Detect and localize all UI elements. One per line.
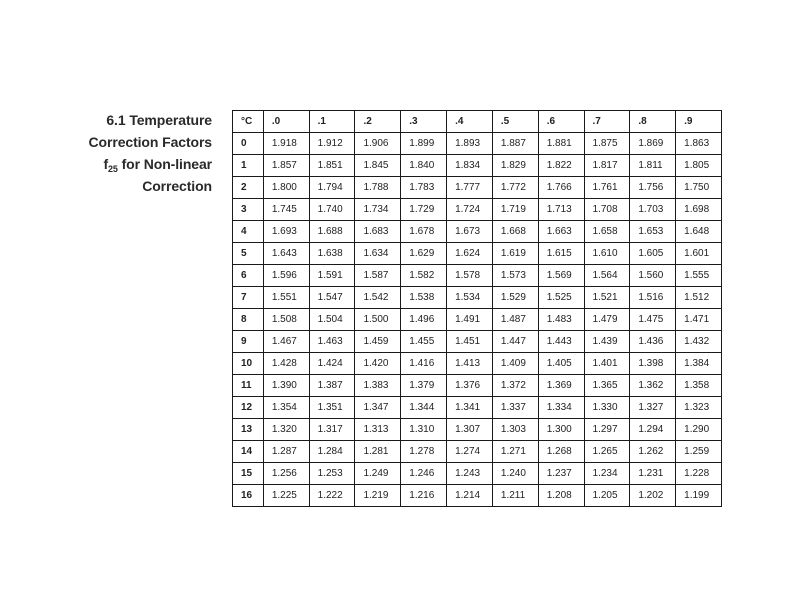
table-row (233, 331, 722, 353)
factor-cell: 1.487 (492, 309, 538, 331)
factor-cell: 1.313 (355, 419, 401, 441)
factor-cell: 1.729 (401, 199, 447, 221)
table-row (233, 133, 722, 155)
factor-cell: 1.228 (676, 463, 722, 485)
factor-cell: 1.745 (263, 199, 309, 221)
factor-cell: 1.578 (447, 265, 493, 287)
header-cell-decimal: .8 (630, 111, 676, 133)
factor-cell: 1.525 (538, 287, 584, 309)
factor-cell: 1.234 (584, 463, 630, 485)
table-row (233, 485, 722, 507)
factor-cell: 1.347 (355, 397, 401, 419)
factor-cell: 1.560 (630, 265, 676, 287)
factor-cell: 1.869 (630, 133, 676, 155)
factor-cell: 1.330 (584, 397, 630, 419)
table-row (233, 265, 722, 287)
factor-cell: 1.899 (401, 133, 447, 155)
row-temperature-cell: 14 (233, 441, 264, 463)
factor-cell: 1.648 (676, 221, 722, 243)
factor-cell: 1.290 (676, 419, 722, 441)
header-cell-decimal: .7 (584, 111, 630, 133)
table-clip-region (232, 110, 722, 511)
factor-cell: 1.390 (263, 375, 309, 397)
factor-cell: 1.800 (263, 177, 309, 199)
factor-cell: 1.262 (630, 441, 676, 463)
title-f-symbol: f (103, 156, 109, 172)
header-cell-decimal: .0 (263, 111, 309, 133)
factor-cell: 1.337 (492, 397, 538, 419)
title-line-3-text: for Non-linear (117, 156, 212, 172)
factor-cell: 1.615 (538, 243, 584, 265)
factor-cell: 1.653 (630, 221, 676, 243)
row-temperature-cell: 8 (233, 309, 264, 331)
factor-cell: 1.668 (492, 221, 538, 243)
factor-cell: 1.222 (309, 485, 355, 507)
factor-cell: 1.875 (584, 133, 630, 155)
row-temperature-cell: 0 (233, 133, 264, 155)
title-line-1: 6.1 Temperature (106, 112, 212, 128)
row-temperature-cell: 13 (233, 419, 264, 441)
factor-cell: 1.372 (492, 375, 538, 397)
title-line-3 (60, 153, 212, 175)
row-temperature-cell: 2 (233, 177, 264, 199)
factor-cell: 1.756 (630, 177, 676, 199)
factor-cell: 1.278 (401, 441, 447, 463)
row-temperature-cell: 4 (233, 221, 264, 243)
factor-cell: 1.384 (676, 353, 722, 375)
factor-cell: 1.259 (676, 441, 722, 463)
factor-cell: 1.317 (309, 419, 355, 441)
factor-cell: 1.538 (401, 287, 447, 309)
header-cell-decimal: .4 (447, 111, 493, 133)
factor-cell: 1.772 (492, 177, 538, 199)
factor-cell: 1.601 (676, 243, 722, 265)
header-cell-decimal: .9 (676, 111, 722, 133)
table-row (233, 463, 722, 485)
factor-cell: 1.281 (355, 441, 401, 463)
row-temperature-cell: 10 (233, 353, 264, 375)
factor-cell: 1.216 (401, 485, 447, 507)
factor-cell: 1.479 (584, 309, 630, 331)
factor-cell: 1.320 (263, 419, 309, 441)
factor-cell: 1.253 (309, 463, 355, 485)
title-f-subscript: 25 (108, 164, 118, 174)
factor-cell: 1.208 (538, 485, 584, 507)
factor-cell: 1.199 (676, 485, 722, 507)
factor-cell: 1.483 (538, 309, 584, 331)
factor-cell: 1.624 (447, 243, 493, 265)
factor-cell: 1.424 (309, 353, 355, 375)
factor-cell: 1.504 (309, 309, 355, 331)
factor-cell: 1.471 (676, 309, 722, 331)
factor-cell: 1.887 (492, 133, 538, 155)
factor-cell: 1.508 (263, 309, 309, 331)
factor-cell: 1.310 (401, 419, 447, 441)
factor-cell: 1.491 (447, 309, 493, 331)
factor-cell: 1.573 (492, 265, 538, 287)
factor-cell: 1.673 (447, 221, 493, 243)
table-row (233, 397, 722, 419)
table-row (233, 155, 722, 177)
factor-cell: 1.271 (492, 441, 538, 463)
factor-cell: 1.834 (447, 155, 493, 177)
factor-cell: 1.358 (676, 375, 722, 397)
table-row (233, 287, 722, 309)
factor-cell: 1.240 (492, 463, 538, 485)
factor-cell: 1.893 (447, 133, 493, 155)
factor-cell: 1.420 (355, 353, 401, 375)
factor-cell: 1.265 (584, 441, 630, 463)
factor-cell: 1.447 (492, 331, 538, 353)
factor-cell: 1.719 (492, 199, 538, 221)
factor-cell: 1.750 (676, 177, 722, 199)
factor-cell: 1.596 (263, 265, 309, 287)
table-row (233, 419, 722, 441)
factor-cell: 1.413 (447, 353, 493, 375)
factor-cell: 1.713 (538, 199, 584, 221)
factor-cell: 1.351 (309, 397, 355, 419)
table-body (233, 133, 722, 507)
row-temperature-cell: 12 (233, 397, 264, 419)
factor-cell: 1.698 (676, 199, 722, 221)
factor-cell: 1.605 (630, 243, 676, 265)
factor-cell: 1.851 (309, 155, 355, 177)
factor-cell: 1.724 (447, 199, 493, 221)
row-temperature-cell: 16 (233, 485, 264, 507)
table-row (233, 243, 722, 265)
factor-cell: 1.777 (447, 177, 493, 199)
factor-cell: 1.500 (355, 309, 401, 331)
factor-cell: 1.246 (401, 463, 447, 485)
table-row (233, 309, 722, 331)
factor-cell: 1.256 (263, 463, 309, 485)
factor-cell: 1.307 (447, 419, 493, 441)
header-cell-decimal: .1 (309, 111, 355, 133)
factor-cell: 1.817 (584, 155, 630, 177)
table-row (233, 221, 722, 243)
factor-cell: 1.582 (401, 265, 447, 287)
factor-cell: 1.297 (584, 419, 630, 441)
factor-cell: 1.439 (584, 331, 630, 353)
factor-cell: 1.379 (401, 375, 447, 397)
factor-cell: 1.512 (676, 287, 722, 309)
factor-cell: 1.638 (309, 243, 355, 265)
factor-cell: 1.811 (630, 155, 676, 177)
header-cell-decimal: .2 (355, 111, 401, 133)
factor-cell: 1.569 (538, 265, 584, 287)
factor-cell: 1.822 (538, 155, 584, 177)
factor-cell: 1.202 (630, 485, 676, 507)
row-temperature-cell: 7 (233, 287, 264, 309)
factor-cell: 1.912 (309, 133, 355, 155)
factor-cell: 1.658 (584, 221, 630, 243)
factor-cell: 1.783 (401, 177, 447, 199)
factor-cell: 1.534 (447, 287, 493, 309)
factor-cell: 1.788 (355, 177, 401, 199)
header-cell-decimal: .5 (492, 111, 538, 133)
factor-cell: 1.678 (401, 221, 447, 243)
factor-cell: 1.521 (584, 287, 630, 309)
factor-cell: 1.591 (309, 265, 355, 287)
factor-cell: 1.863 (676, 133, 722, 155)
factor-cell: 1.409 (492, 353, 538, 375)
header-cell-decimal: .6 (538, 111, 584, 133)
factor-cell: 1.629 (401, 243, 447, 265)
factor-cell: 1.740 (309, 199, 355, 221)
factor-cell: 1.459 (355, 331, 401, 353)
row-temperature-cell: 3 (233, 199, 264, 221)
factor-cell: 1.708 (584, 199, 630, 221)
header-cell-decimal: .3 (401, 111, 447, 133)
factor-cell: 1.794 (309, 177, 355, 199)
factor-cell: 1.362 (630, 375, 676, 397)
row-temperature-cell: 5 (233, 243, 264, 265)
factor-cell: 1.766 (538, 177, 584, 199)
factor-cell: 1.303 (492, 419, 538, 441)
factor-cell: 1.205 (584, 485, 630, 507)
factor-cell: 1.663 (538, 221, 584, 243)
table-row (233, 375, 722, 397)
factor-cell: 1.401 (584, 353, 630, 375)
factor-cell: 1.323 (676, 397, 722, 419)
factor-cell: 1.463 (309, 331, 355, 353)
factor-cell: 1.284 (309, 441, 355, 463)
factor-cell: 1.703 (630, 199, 676, 221)
row-temperature-cell: 11 (233, 375, 264, 397)
factor-cell: 1.287 (263, 441, 309, 463)
table-row (233, 177, 722, 199)
table-row (233, 353, 722, 375)
factor-cell: 1.416 (401, 353, 447, 375)
factor-cell: 1.734 (355, 199, 401, 221)
factor-cell: 1.555 (676, 265, 722, 287)
factor-cell: 1.231 (630, 463, 676, 485)
factor-cell: 1.845 (355, 155, 401, 177)
row-temperature-cell: 9 (233, 331, 264, 353)
factor-cell: 1.634 (355, 243, 401, 265)
table-header-row (233, 111, 722, 133)
factor-cell: 1.344 (401, 397, 447, 419)
factor-cell: 1.365 (584, 375, 630, 397)
factor-cell: 1.443 (538, 331, 584, 353)
table-row (233, 199, 722, 221)
section-title (60, 109, 212, 197)
factor-cell: 1.327 (630, 397, 676, 419)
factor-cell: 1.551 (263, 287, 309, 309)
factor-cell: 1.369 (538, 375, 584, 397)
factor-cell: 1.516 (630, 287, 676, 309)
factor-cell: 1.428 (263, 353, 309, 375)
factor-cell: 1.547 (309, 287, 355, 309)
factor-cell: 1.294 (630, 419, 676, 441)
title-line-4: Correction (142, 178, 212, 194)
factor-cell: 1.225 (263, 485, 309, 507)
header-cell-celsius: °C (233, 111, 264, 133)
factor-cell: 1.619 (492, 243, 538, 265)
factor-cell: 1.881 (538, 133, 584, 155)
factor-cell: 1.436 (630, 331, 676, 353)
factor-cell: 1.387 (309, 375, 355, 397)
factor-cell: 1.918 (263, 133, 309, 155)
factor-cell: 1.243 (447, 463, 493, 485)
factor-cell: 1.467 (263, 331, 309, 353)
factor-cell: 1.829 (492, 155, 538, 177)
factor-cell: 1.383 (355, 375, 401, 397)
row-temperature-cell: 6 (233, 265, 264, 287)
row-temperature-cell: 15 (233, 463, 264, 485)
factor-cell: 1.432 (676, 331, 722, 353)
factor-cell: 1.376 (447, 375, 493, 397)
factor-cell: 1.219 (355, 485, 401, 507)
factor-cell: 1.237 (538, 463, 584, 485)
factor-cell: 1.542 (355, 287, 401, 309)
factor-cell: 1.693 (263, 221, 309, 243)
factor-cell: 1.643 (263, 243, 309, 265)
factor-cell: 1.564 (584, 265, 630, 287)
table-row (233, 441, 722, 463)
factor-cell: 1.761 (584, 177, 630, 199)
factor-cell: 1.683 (355, 221, 401, 243)
factor-cell: 1.341 (447, 397, 493, 419)
factor-cell: 1.906 (355, 133, 401, 155)
factor-cell: 1.805 (676, 155, 722, 177)
factor-cell: 1.455 (401, 331, 447, 353)
factor-cell: 1.334 (538, 397, 584, 419)
factor-cell: 1.268 (538, 441, 584, 463)
factor-cell: 1.840 (401, 155, 447, 177)
factor-cell: 1.398 (630, 353, 676, 375)
factor-cell: 1.475 (630, 309, 676, 331)
factor-cell: 1.249 (355, 463, 401, 485)
factor-cell: 1.496 (401, 309, 447, 331)
factor-cell: 1.529 (492, 287, 538, 309)
row-temperature-cell: 1 (233, 155, 264, 177)
factor-cell: 1.857 (263, 155, 309, 177)
factor-cell: 1.274 (447, 441, 493, 463)
factor-cell: 1.451 (447, 331, 493, 353)
factor-cell: 1.354 (263, 397, 309, 419)
factor-cell: 1.405 (538, 353, 584, 375)
factor-cell: 1.214 (447, 485, 493, 507)
correction-factors-table (232, 110, 722, 507)
factor-cell: 1.211 (492, 485, 538, 507)
factor-cell: 1.300 (538, 419, 584, 441)
title-line-2: Correction Factors (88, 134, 212, 150)
factor-cell: 1.688 (309, 221, 355, 243)
factor-cell: 1.587 (355, 265, 401, 287)
factor-cell: 1.610 (584, 243, 630, 265)
